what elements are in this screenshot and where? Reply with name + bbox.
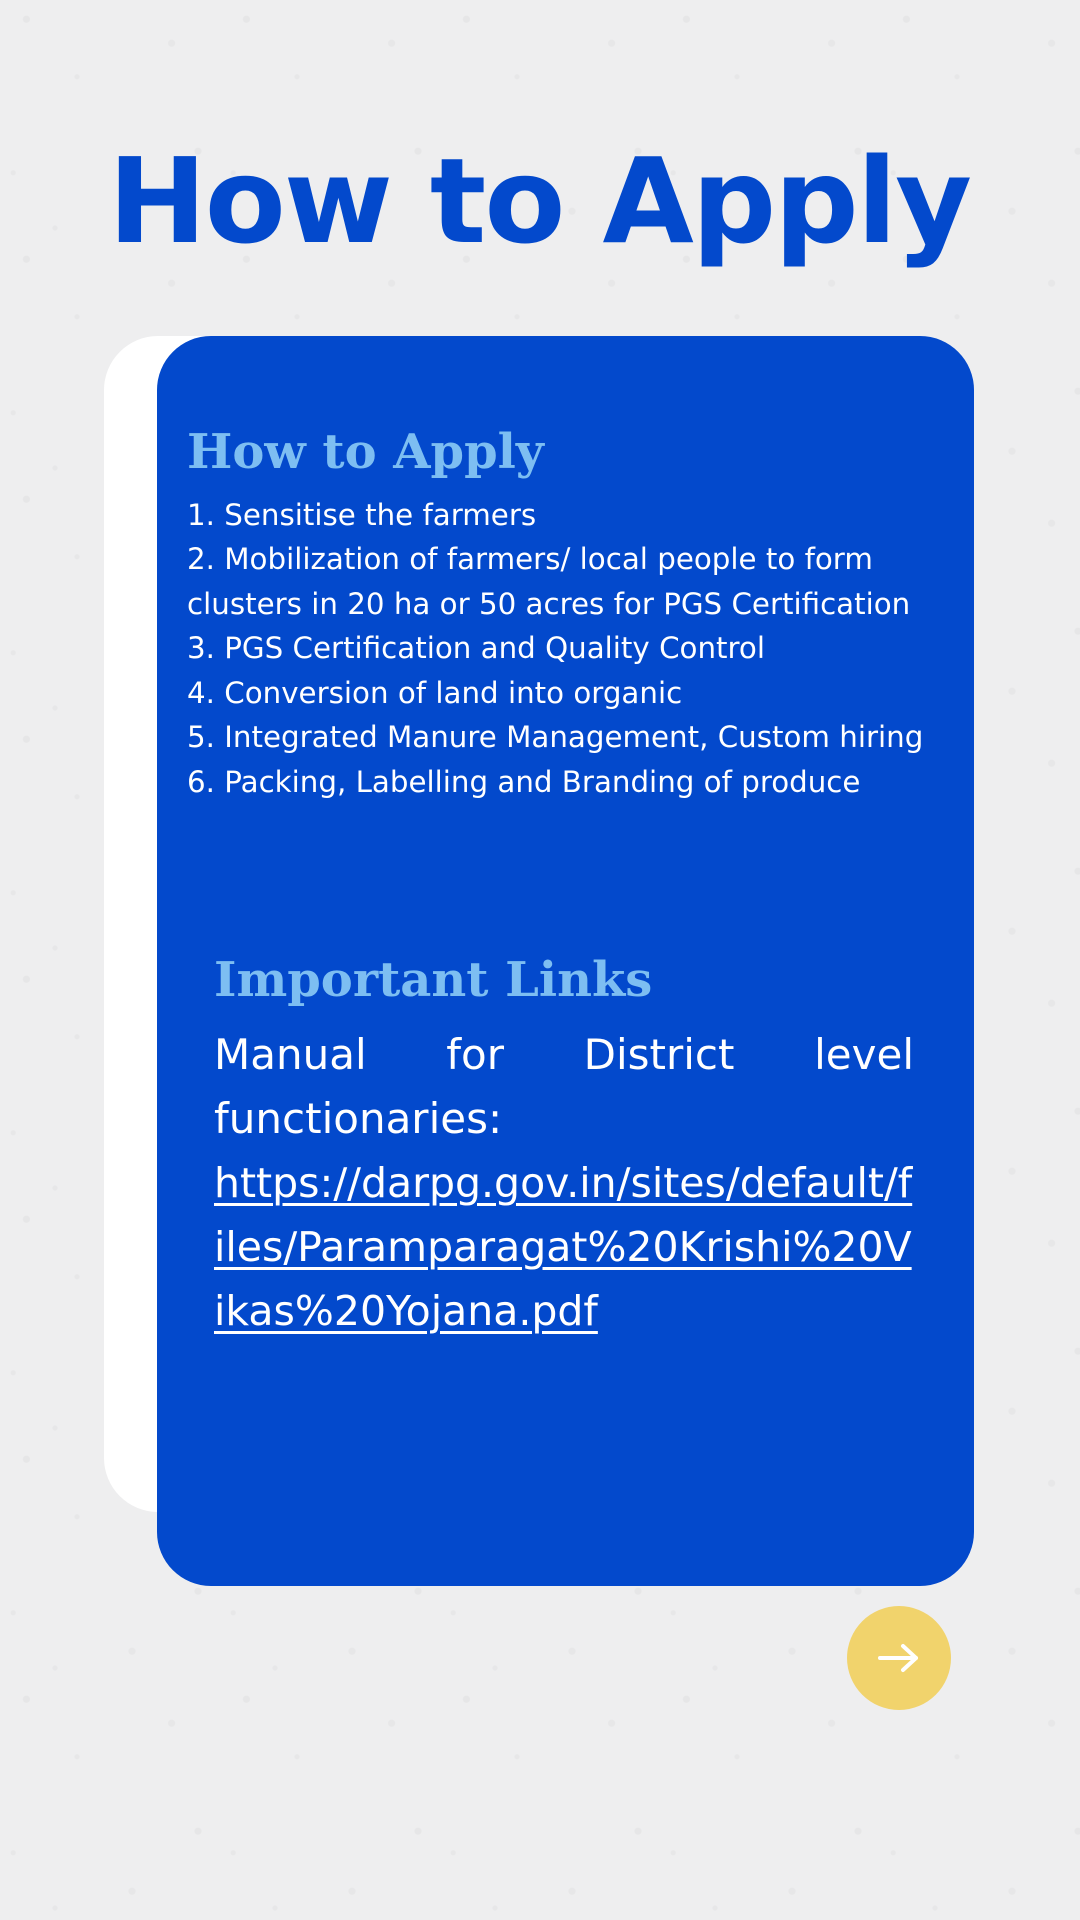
step-item: 2. Mobilization of farmers/ local people to form clusters in 20 ha or 50 acres for PGS Certification: [187, 542, 911, 621]
arrow-right-icon: [877, 1642, 921, 1674]
important-links-section: [214, 954, 914, 1343]
step-item: 5. Integrated Manure Management, Custom hiring: [187, 720, 924, 755]
next-button[interactable]: [847, 1606, 951, 1710]
step-item: 6. Packing, Labelling and Branding of produce: [187, 764, 861, 799]
important-links-heading: Important Links: [214, 952, 653, 1008]
manual-label: Manual for District level functionaries:: [214, 1029, 914, 1143]
info-card: [157, 336, 974, 1586]
how-to-apply-heading: How to Apply: [187, 424, 544, 480]
links-body: [214, 1023, 914, 1343]
page-title: How to Apply: [108, 132, 971, 270]
step-item: 3. PGS Certification and Quality Control: [187, 631, 765, 666]
step-item: 1. Sensitise the farmers: [187, 497, 537, 532]
manual-link[interactable]: https://darpg.gov.in/sites/default/files/Paramparagat%20Krishi%20Vikas%20Yojana.pdf: [214, 1158, 913, 1335]
step-item: 4. Conversion of land into organic: [187, 675, 683, 710]
application-steps-list: [187, 493, 936, 805]
